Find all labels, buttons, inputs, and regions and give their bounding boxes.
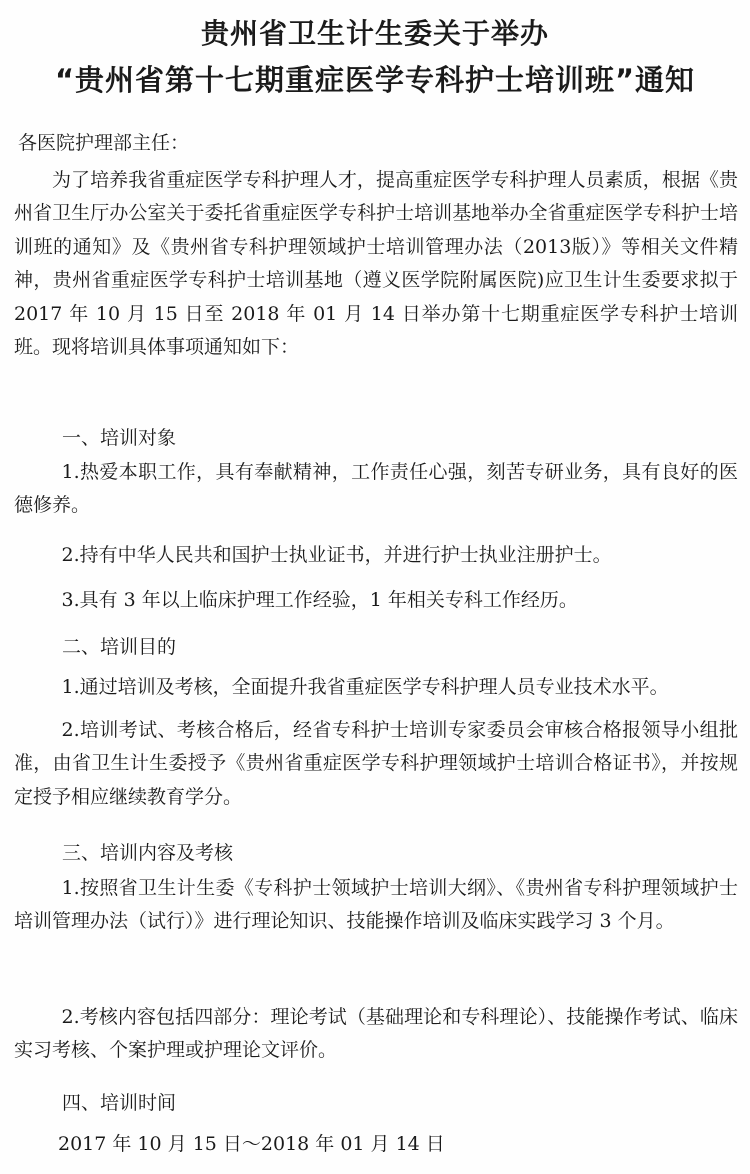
section-2-item-1: 1.通过培训及考核，全面提升我省重症医学专科护理人员专业技术水平。 bbox=[61, 676, 669, 698]
section-3-item-1: 1.按照省卫生计生委《专科护士领域护士培训大纲》、《贵州省专科护理领域护士培训管理办法（试行）》进行理论知识、技能操作培训及临床实践学习 3 个月。 bbox=[14, 877, 738, 933]
training-date-range: 2017 年 10 月 15 日～2018 年 01 月 14 日 bbox=[58, 1133, 445, 1155]
document-title-line2: “贵州省第十七期重症医学专科护士培训班”通知 bbox=[54, 63, 696, 97]
section-heading-1: 一、培训对象 bbox=[62, 427, 177, 449]
section-heading-2: 二、培训目的 bbox=[62, 636, 177, 658]
salutation: 各医院护理部主任： bbox=[18, 132, 190, 154]
section-3-item-2: 2.考核内容包括四部分：理论考试（基础理论和专科理论）、技能操作考试、临床实习考核、个案护理或护理论文评价。 bbox=[14, 1006, 738, 1062]
section-1-item-1: 1.热爱本职工作，具有奉献精神，工作责任心强，刻苦专研业务，具有良好的医德修养。 bbox=[14, 461, 738, 517]
section-2-item-2: 2.培训考试、考核合格后，经省专科护士培训专家委员会审核合格报领导小组批准，由省卫生计生委授予《贵州省重症医学专科护理领域护士培训合格证书》，并按规定授予相应继续教育学分。 bbox=[14, 719, 738, 808]
document-title-line1: 贵州省卫生计生委关于举办 bbox=[200, 17, 549, 50]
section-heading-3: 三、培训内容及考核 bbox=[62, 842, 234, 864]
section-1-item-3: 3.具有 3 年以上临床护理工作经验，1 年相关专科工作经历。 bbox=[61, 589, 578, 611]
intro-paragraph: 为了培养我省重症医学专科护理人才，提高重症医学专科护理人员素质，根据《贵州省卫生厅办公室关于委托省重症医学专科护士培训基地举办全省重症医学专科护士培训班的通知》及《贵州省专科护理领域护士培训管理办法（2013版）》等相关文件精神，贵州省重症医学专科护士培训基地（遵义医学院附属医院)应卫生计生委要求拟于 2017 年 10 月 15 日至 2018 年 01 月 14 日举办第十七期重症医学专科护士培训班。现将培训具体事项通知如下： bbox=[14, 169, 738, 359]
section-heading-4: 四、培训时间 bbox=[62, 1092, 177, 1114]
section-1-item-2: 2.持有中华人民共和国护士执业证书，并进行护士执业注册护士。 bbox=[61, 544, 612, 566]
